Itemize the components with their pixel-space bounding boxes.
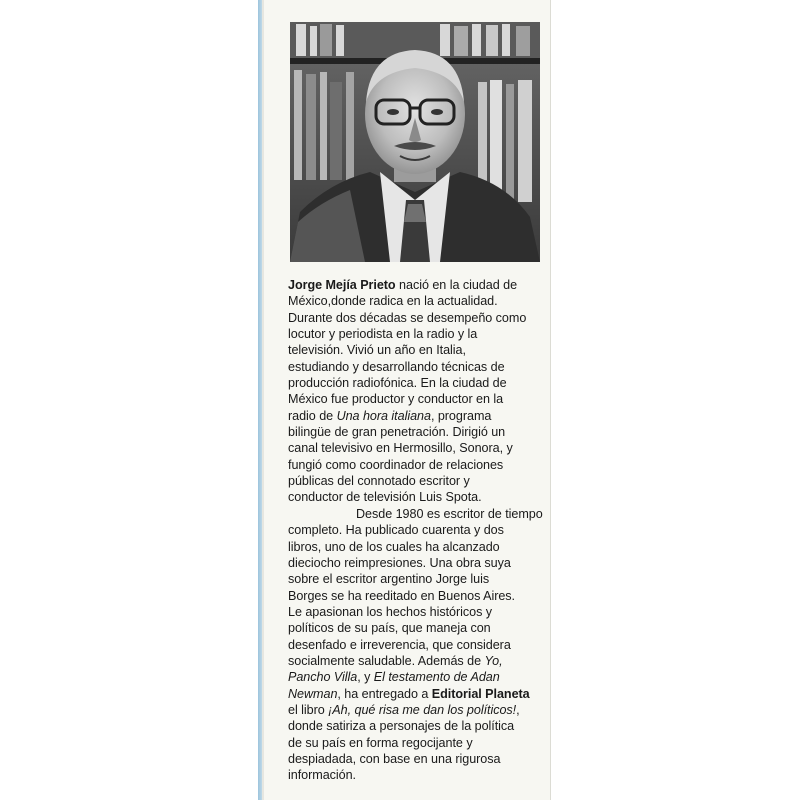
author-biography	[288, 277, 550, 784]
bio-text-segment: estudiando y desarrollando técnicas de	[288, 359, 505, 374]
bio-text-segment: radio de	[288, 408, 337, 423]
bio-line	[288, 522, 550, 538]
bio-text-segment: políticos de su país, que maneja con	[288, 621, 491, 636]
bio-line	[288, 653, 550, 669]
bio-line	[288, 489, 550, 505]
bio-line	[288, 506, 550, 522]
bio-line	[288, 424, 550, 440]
bio-italic-text: ¡Ah, qué risa me dan los políticos!	[328, 702, 517, 717]
bio-line	[288, 310, 550, 326]
biography-text	[288, 277, 550, 784]
bio-text-segment: locutor y periodista en la radio y la	[288, 327, 478, 342]
bio-line	[288, 718, 550, 734]
bio-italic-text: Una hora italiana	[336, 408, 431, 423]
bio-text-segment: completo. Ha publicado cuarenta y dos	[288, 523, 504, 538]
bio-text-segment: socialmente saludable. Además de	[288, 653, 485, 668]
bio-line	[288, 473, 550, 489]
bio-text-segment: México fue productor y conductor en la	[288, 392, 504, 407]
bio-line	[288, 571, 550, 587]
bio-line	[288, 391, 550, 407]
bio-line	[288, 767, 550, 783]
bio-text-segment: conductor de televisión Luis Spota.	[288, 490, 482, 505]
bio-text-segment: dieciocho reimpresiones. Una obra suya	[288, 555, 511, 570]
bio-line	[288, 375, 550, 391]
bio-italic-text: Pancho Villa	[288, 670, 358, 685]
bio-italic-text: El testamento de Adan	[373, 670, 500, 685]
bio-text-segment: Le apasionan los hechos históricos y	[288, 604, 493, 619]
bio-line	[288, 702, 550, 718]
bio-text-segment: Durante dos décadas se desempeño como	[288, 310, 527, 325]
bio-line	[288, 277, 550, 293]
bio-line	[288, 735, 550, 751]
bio-text-segment: libros, uno de los cuales ha alcanzado	[288, 539, 500, 554]
bio-line	[288, 457, 550, 473]
bio-text-segment: Borges se ha reeditado en Buenos Aires.	[288, 588, 515, 603]
bio-italic-text: Newman	[288, 686, 338, 701]
bio-line	[288, 342, 550, 358]
bio-text-segment: de su país en forma regocijante y	[288, 735, 473, 750]
bio-text-segment: televisión. Vivió un año en Italia,	[288, 343, 466, 358]
bio-text-segment: desenfado e irreverencia, que considera	[288, 637, 511, 652]
bio-line	[288, 637, 550, 653]
bio-text-segment: canal televisivo en Hermosillo, Sonora, y	[288, 441, 513, 456]
bio-line	[288, 588, 550, 604]
bio-line	[288, 440, 550, 456]
bio-line	[288, 669, 550, 685]
bio-italic-text: Yo,	[484, 653, 503, 668]
bio-line	[288, 359, 550, 375]
bio-text-segment: sobre el escritor argentino Jorge luis	[288, 572, 490, 587]
bio-line	[288, 604, 550, 620]
bio-line	[288, 326, 550, 342]
bio-text-segment: públicas del connotado escritor y	[288, 474, 470, 489]
bio-text-segment: ,	[516, 702, 520, 717]
bio-text-segment: fungió como coordinador de relaciones	[288, 457, 504, 472]
bio-line	[288, 539, 550, 555]
bio-line	[288, 686, 550, 702]
bio-text-segment: nació en la ciudad de	[395, 278, 518, 292]
bio-line	[288, 620, 550, 636]
bio-line	[288, 751, 550, 767]
bio-text-segment: donde satiriza a personajes de la política	[288, 719, 515, 734]
bio-text-segment: México,donde radica en la actualidad.	[288, 294, 498, 309]
bio-line	[288, 555, 550, 571]
bio-text-segment: información.	[288, 768, 356, 783]
bio-line	[288, 408, 550, 424]
bio-text-segment: bilingüe de gran penetración. Dirigió un	[288, 425, 506, 440]
bio-text-segment: , ha entregado a	[337, 686, 432, 701]
bio-text-segment: , y	[357, 670, 374, 685]
author-portrait-photo	[290, 22, 540, 262]
bio-bold-text: Editorial Planeta	[431, 686, 530, 701]
bio-text-segment: , programa	[430, 408, 492, 423]
bio-bold-text: Jorge Mejía Prieto	[288, 278, 396, 292]
bio-text-segment: el libro	[288, 702, 329, 717]
bio-line	[288, 293, 550, 309]
bio-text-segment: despiadada, con base en una rigurosa	[288, 751, 501, 766]
bio-text-segment: Desde 1980 es escritor de tiempo	[356, 506, 543, 521]
bio-text-segment: producción radiofónica. En la ciudad de	[288, 376, 507, 391]
